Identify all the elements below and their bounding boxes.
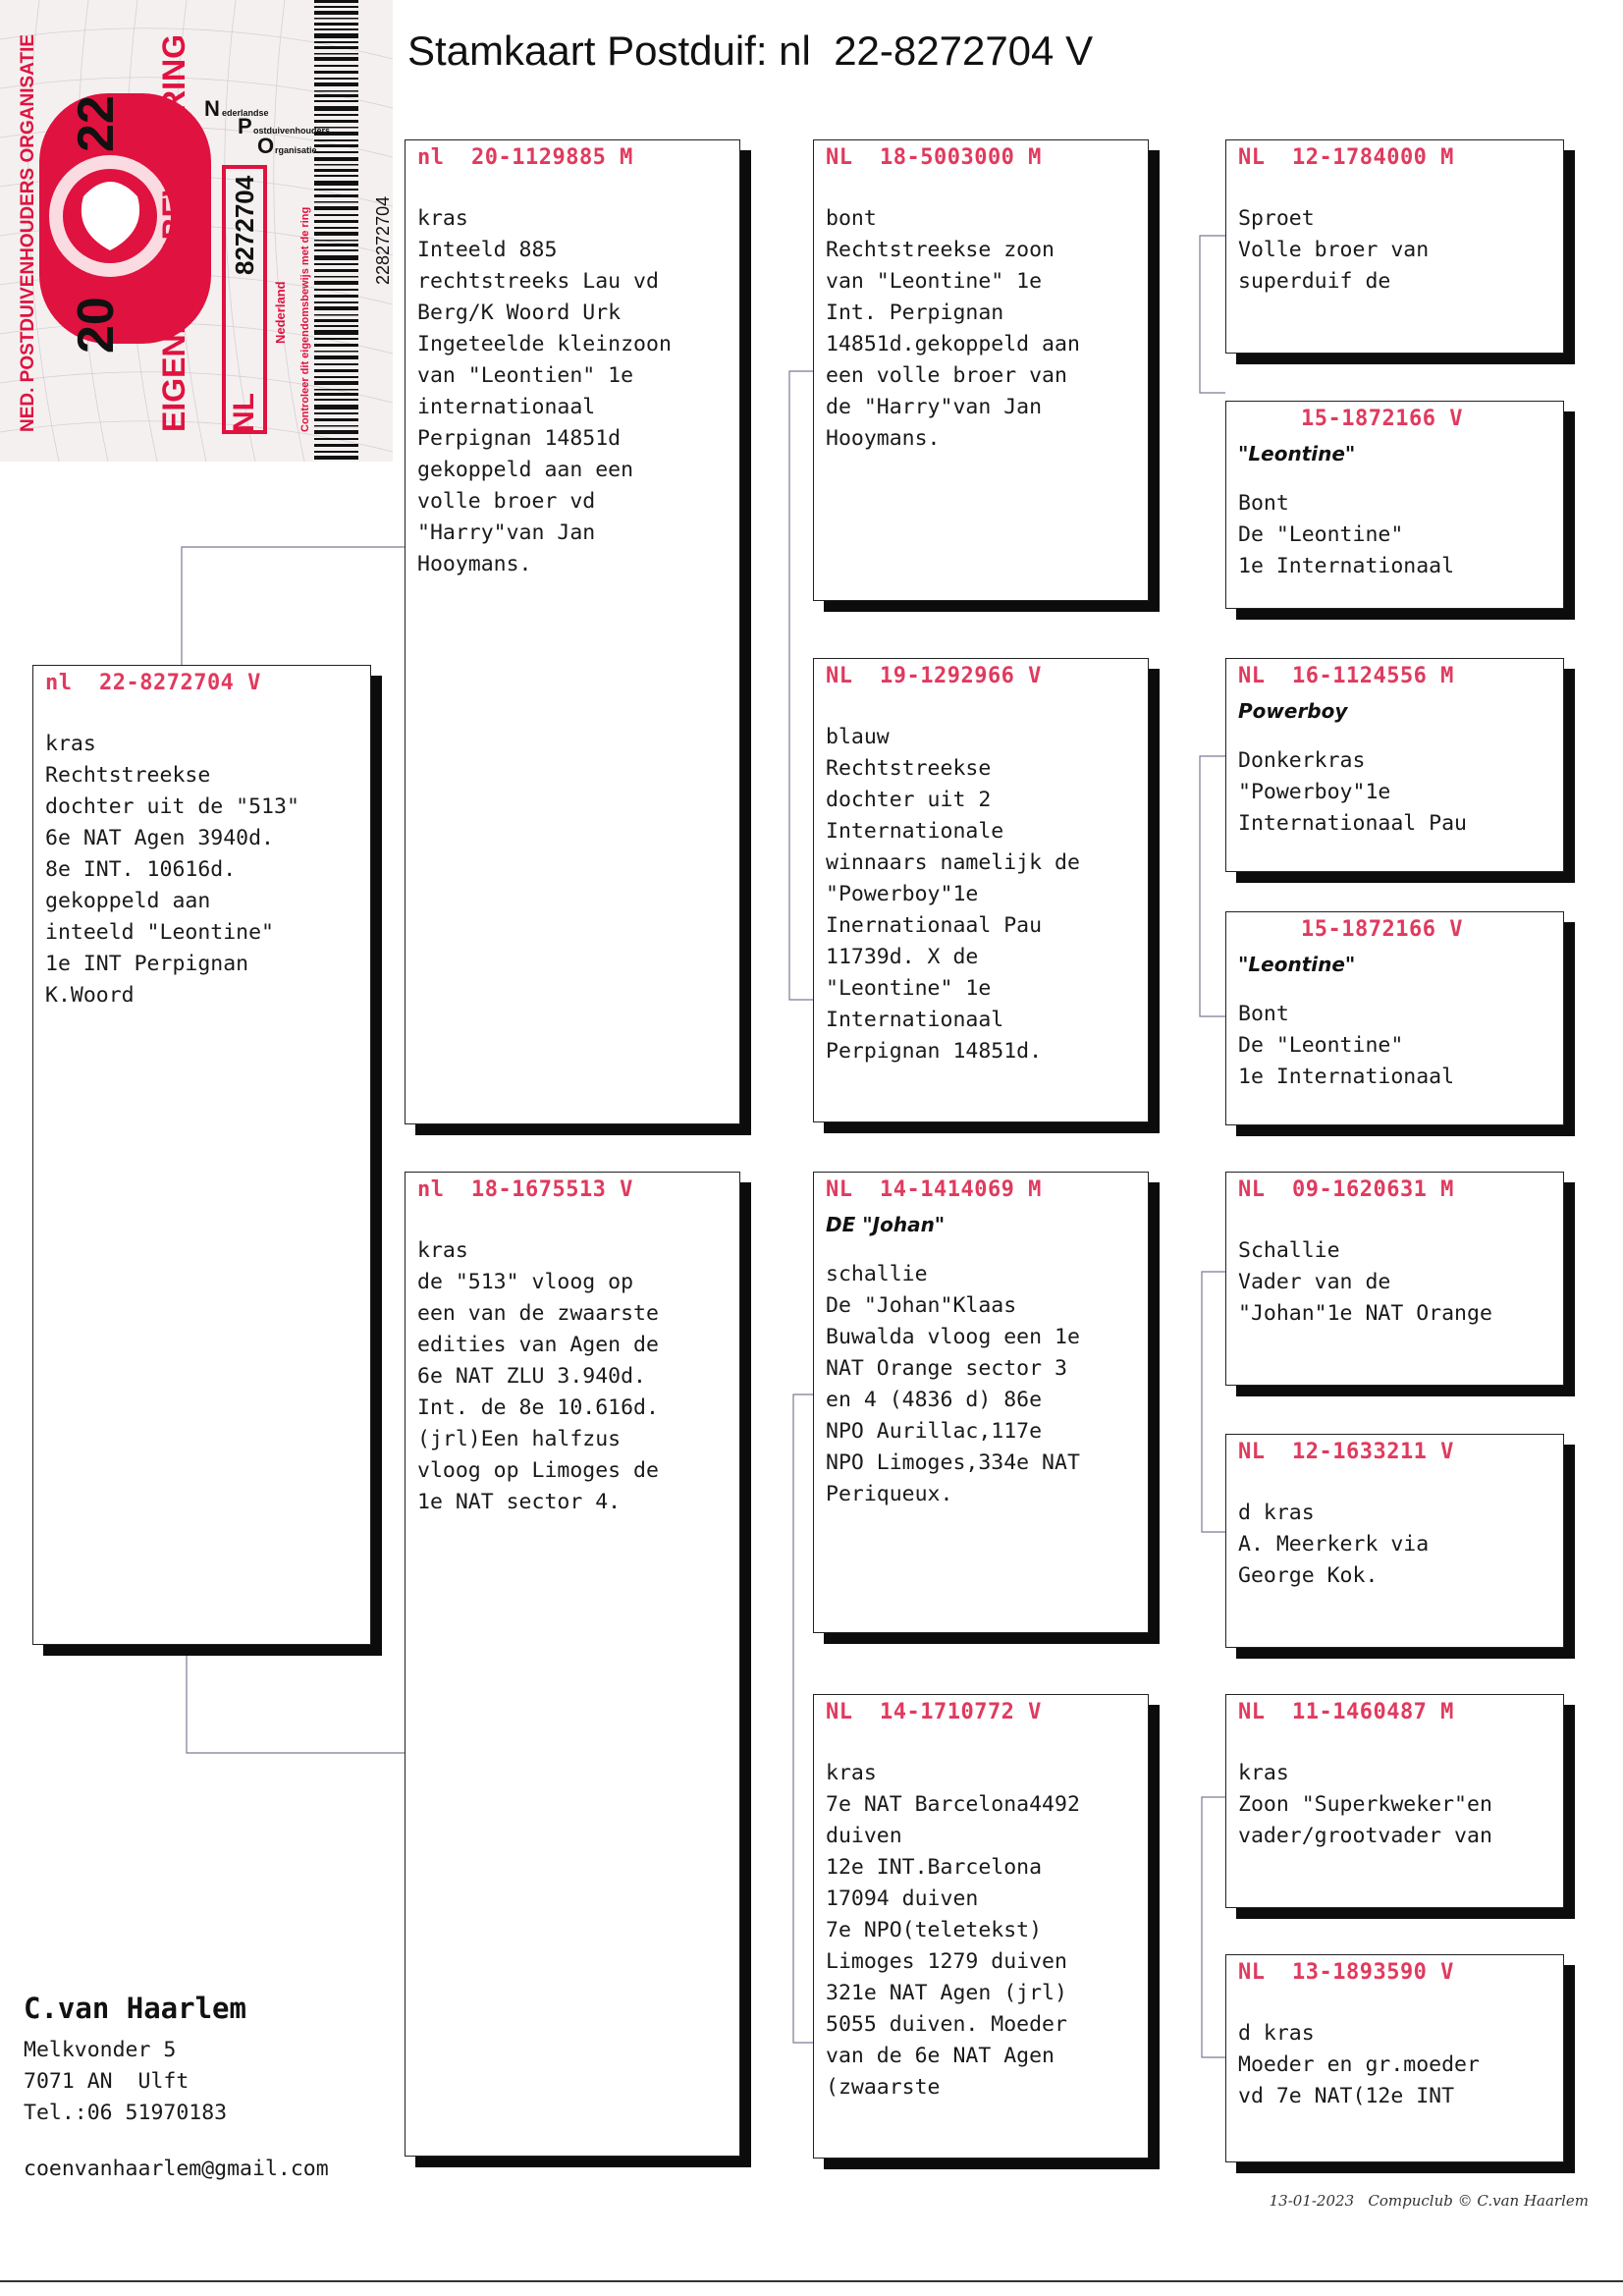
pigeon-description: kras Zoon "Superkweker"en vader/grootvader van [1238,1761,1492,1848]
great-grandparent-card-3 [1225,658,1564,872]
pigeon-description: d kras Moeder en gr.moeder vd 7e NAT(12e INT [1238,2021,1480,2108]
paternal-grandmother-card [813,658,1149,1122]
great-grandparent-card-2 [1225,401,1564,609]
pigeon-description: kras de "513" vloog op een van de zwaarste edities van Agen de 6e NAT ZLU 3.940d. Int. de 8e 10.616d. (jrl)Een halfzus vloog op Limoges de 1e NAT sector 4. [417,1238,659,1514]
svg-text:P: P [238,114,252,138]
pigeon-name: "Leontine" [1238,442,1356,465]
mother-card [405,1172,740,2157]
sticker-org-text: NED. POSTDUIVENHOUDERS ORGANISATIE [18,33,38,432]
page-bottom-edge [0,2280,1623,2282]
ring-number: NL 12-1633211 V [1238,1440,1454,1464]
pigeon-description: Sproet Volle broer van superduif de [1238,206,1430,294]
page-title: Stamkaart Postduif: nl 22-8272704 V [407,27,1094,74]
owner-contact [24,1992,329,2181]
svg-text:EIGENDOMSBEWIJS: EIGENDOMSBEWIJS [156,119,191,432]
footer-credit: 13-01-2023 Compuclub © C.van Haarlem [1269,2192,1589,2210]
pigeon-description: bont Rechtstreekse zoon van "Leontine" 1e Int. Perpignan 14851d.gekoppeld aan een volle broer van de "Harry"van Jan Hooymans. [826,206,1080,451]
svg-text:228272704: 228272704 [373,195,393,285]
owner-name: C.van Haarlem [24,1992,246,2025]
ring-number: nl 18-1675513 V [417,1177,633,1202]
owner-phone: Tel.:06 51970183 [24,2101,228,2125]
pigeon-description: d kras A. Meerkerk via George Kok. [1238,1501,1430,1588]
great-grandparent-card-5 [1225,1172,1564,1386]
svg-text:rganisatie: rganisatie [275,145,317,155]
great-grandparent-card-8 [1225,1954,1564,2162]
svg-text:NL: NL [228,393,260,432]
pigeon-name: "Leontine" [1238,953,1356,976]
pigeon-description: schallie De "Johan"Klaas Buwalda vloog een 1e NAT Orange sector 3 en 4 (4836 d) 86e NPO Aurillac,117e NPO Limoges,334e NAT Periqueux. [826,1262,1080,1506]
ring-number: NL 12-1784000 M [1238,145,1454,170]
svg-text:8272704: 8272704 [230,175,259,275]
pigeon-description: Schallie Vader van de "Johan"1e NAT Orange [1238,1238,1492,1326]
owner-city: 7071 AN Ulft [24,2069,189,2094]
pigeon-description: blauw Rechtstreekse dochter uit 2 Internationale winnaars namelijk de "Powerboy"1e Inernationaal Pau 11739d. X de "Leontine" 1e Internationaal Perpignan 14851d. [826,725,1080,1064]
svg-text:RING: RING [156,34,191,113]
ring-number: NL 13-1893590 V [1238,1960,1454,1985]
svg-text:22: 22 [68,95,125,152]
ring-number: NL 16-1124556 M [1238,664,1454,688]
pigeon-description: kras Inteeld 885 rechtstreeks Lau vd Berg/K Woord Urk Ingeteelde kleinzoon van "Leontien" 1e internationaal Perpignan 14851d gekoppeld aan een volle broer vd "Harry"van Jan Hooymans. [417,206,672,576]
ring-number: 15-1872166 V [1301,407,1463,431]
pigeon-name: Powerboy [1238,699,1348,723]
ring-number: NL 18-5003000 M [826,145,1042,170]
pigeon-description: kras 7e NAT Barcelona4492 duiven 12e INT.Barcelona 17094 duiven 7e NPO(teletekst) Limoges 1279 duiven 321e NAT Agen (jrl) 5055 duiven. Moeder van de 6e NAT Agen (zwaarste [826,1761,1080,2100]
ring-number: 15-1872166 V [1301,917,1463,942]
owner-street: Melkvonder 5 [24,2038,177,2062]
great-grandparent-card-7 [1225,1694,1564,1908]
pigeon-description: Bont De "Leontine" 1e Internationaal [1238,491,1455,578]
ring-number: NL 09-1620631 M [1238,1177,1454,1202]
ring-number: NL 14-1710772 V [826,1700,1042,1724]
svg-text:Controleer dit eigendomsbewijs: Controleer dit eigendomsbewijs met de ring [299,206,311,432]
pigeon-description: Bont De "Leontine" 1e Internationaal [1238,1002,1455,1089]
svg-text:ederlandse: ederlandse [222,108,269,118]
maternal-grandfather-card [813,1172,1149,1633]
ring-number: NL 19-1292966 V [826,664,1042,688]
pigeon-description: Donkerkras "Powerboy"1e Internationaal Pau [1238,748,1467,836]
maternal-grandmother-card [813,1694,1149,2159]
pigeon-description: kras Rechtstreekse dochter uit de "513" 6e NAT Agen 3940d. 8e INT. 10616d. gekoppeld aan inteeld "Leontine" 1e INT Perpignan K.Woord [45,732,299,1008]
svg-text:ostduivenhouders: ostduivenhouders [253,126,331,136]
svg-text:20: 20 [68,297,125,354]
ring-number: nl 20-1129885 M [417,145,633,170]
ring-number: nl 22-8272704 V [45,671,261,695]
father-card [405,139,740,1124]
great-grandparent-card-6 [1225,1434,1564,1648]
ring-number: NL 11-1460487 M [1238,1700,1454,1724]
svg-text:N: N [204,96,220,121]
subject-pigeon-card [32,665,371,1645]
paternal-grandfather-card [813,139,1149,601]
great-grandparent-card-4 [1225,911,1564,1125]
pigeon-name: DE "Johan" [826,1213,946,1236]
svg-text:O: O [257,134,275,158]
svg-text:Nederland: Nederland [273,281,288,344]
owner-email: coenvanhaarlem@gmail.com [24,2157,329,2181]
great-grandparent-card-1 [1225,139,1564,354]
ring-number: NL 14-1414069 M [826,1177,1042,1202]
